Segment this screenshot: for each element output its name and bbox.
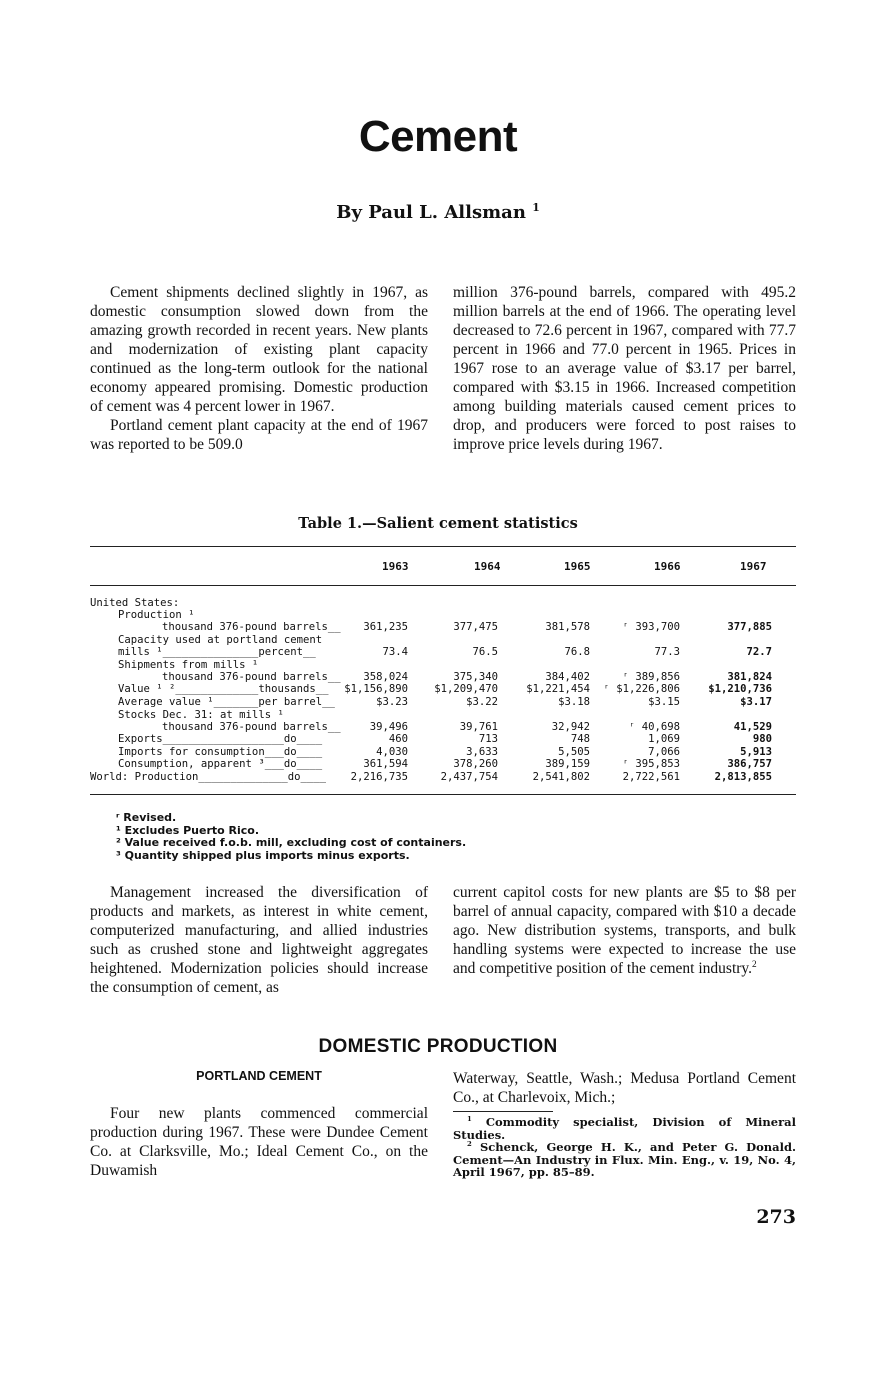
table-note: ¹ Excludes Puerto Rico. (116, 823, 260, 837)
table-header-rule (90, 585, 796, 586)
page-title: Cement (358, 112, 518, 161)
year-header-1963: 1963 (382, 560, 409, 573)
table-cell: 460 (388, 733, 408, 745)
section-heading: DOMESTIC PRODUCTION (318, 1036, 558, 1057)
subsection-heading: PORTLAND CEMENT (196, 1069, 322, 1083)
table-row-label: Stocks Dec. 31: at mills ¹ (118, 709, 284, 721)
table-row (90, 696, 796, 708)
table-cell: $1,209,470 (434, 683, 498, 695)
table-cell: 381,824 (727, 671, 772, 683)
table-cell: ʳ 40,698 (628, 721, 680, 733)
intro-right-column (453, 283, 796, 454)
table-row-label: World: Production______________do____ (90, 771, 326, 783)
middle-left-column (90, 883, 428, 997)
footnote-2: $^2$ Schenck, George H. K., and Peter G. Donald. Cement—An Industry in Flux. Min. Eng., v. 19, No. 4, April 1967, pp. 85–89. (453, 1140, 796, 1179)
table-row (90, 621, 796, 633)
table-cell: $3.22 (466, 696, 498, 708)
table-cell: 72.7 (746, 646, 772, 658)
table-top-rule (90, 546, 796, 547)
table-cell: 386,757 (727, 758, 772, 770)
table-cell: 2,541,802 (532, 771, 590, 783)
table-cell: 378,260 (453, 758, 498, 770)
intro-paragraph-2: Portland cement plant capacity at the end of 1967 was reported to be 509.0 (90, 417, 428, 453)
year-header-1967: 1967 (740, 560, 767, 573)
table-cell: $1,221,454 (526, 683, 590, 695)
table-row (90, 683, 796, 695)
table-row (90, 634, 796, 646)
year-header-1964: 1964 (474, 560, 501, 573)
table-cell: $3.17 (740, 696, 772, 708)
table-bottom-rule (90, 794, 796, 795)
portland-paragraph: Four new plants commenced commercial production during 1967. These were Dundee Cement Co. at Clarksville, Mo.; Ideal Cement Co., on the Duwamish (90, 1105, 428, 1179)
table-cell: 76.5 (472, 646, 498, 658)
portland-paragraph-continued: Waterway, Seattle, Wash.; Medusa Portland Cement Co., at Charlevoix, Mich.; (453, 1070, 796, 1106)
table-cell: 3,633 (466, 746, 498, 758)
table-cell: $1,156,890 (344, 683, 408, 695)
table-cell: 375,340 (453, 671, 498, 683)
table-note: ʳ Revised. (116, 811, 177, 824)
middle-paragraph-continued: current capitol costs for new plants are $5 to $8 per barrel of annual capacity, compared with $10 a decade ago. New distribution systems, transports, and bulk handling systems were expected to increase the use and competitive position of the cement industry.$^2$ (453, 884, 796, 977)
table-row (90, 758, 796, 770)
table-cell: 389,159 (545, 758, 590, 770)
table-row-label: Shipments from mills ¹ (118, 659, 259, 671)
table-cell: 358,024 (363, 671, 408, 683)
table-cell: $3.18 (558, 696, 590, 708)
table-cell: ʳ 389,856 (622, 671, 680, 683)
table-row-label: Production ¹ (118, 609, 195, 621)
table-cell: 1,069 (648, 733, 680, 745)
table-cell: 5,505 (558, 746, 590, 758)
intro-left-column (90, 283, 428, 454)
table-cell: $1,210,736 (708, 683, 772, 695)
footnote-rule (453, 1111, 553, 1112)
byline-text: By Paul L. Allsman (336, 202, 526, 223)
table-row-label: thousand 376-pound barrels__ (162, 721, 341, 733)
table-title: Table 1.—Salient cement statistics (298, 515, 578, 532)
table-notes (116, 812, 466, 862)
table-cell: ʳ 395,853 (622, 758, 680, 770)
table-cell: 73.4 (382, 646, 408, 658)
footnote-1: $^1$ Commodity specialist, Division of Mineral Studies. (453, 1115, 796, 1142)
table-row (90, 709, 796, 721)
table-cell: 7,066 (648, 746, 680, 758)
table-cell: 381,578 (545, 621, 590, 633)
author-byline (0, 202, 876, 223)
table-cell: 2,216,735 (350, 771, 408, 783)
table-cell: 32,942 (551, 721, 590, 733)
table-cell: 2,722,561 (622, 771, 680, 783)
table-cell: 713 (478, 733, 498, 745)
table-note: ³ Quantity shipped plus imports minus exports. (116, 848, 410, 862)
table-cell: 2,813,855 (714, 771, 772, 783)
table-cell: 5,913 (740, 746, 772, 758)
table-cell: 980 (752, 733, 772, 745)
intro-paragraph-2-continued: million 376-pound barrels, compared with 495.2 million barrels at the end of 1966. The operating level decreased to 72.6 percent in 1967, compared with 77.7 percent in 1966 and 77.0 percent in 1965. Prices in 1967 rose to an average value of $3.17 per barrel, compared with $3.15 in 1966. Increased competition among building materials caused cement prices to drop, and producers were forced to post raises to improve price levels during 1967. (453, 284, 796, 453)
footnotes (453, 1116, 796, 1179)
table-row (90, 597, 796, 609)
table-row (90, 671, 796, 683)
portland-right-column (453, 1069, 796, 1107)
table-cell: 377,475 (453, 621, 498, 633)
table-row-label: thousand 376-pound barrels__ (162, 621, 341, 633)
table-row-label: Imports for consumption___do____ (118, 746, 323, 758)
table-row (90, 733, 796, 745)
table-cell: 39,761 (459, 721, 498, 733)
table-row-label: United States: (90, 597, 180, 609)
table-cell: $3.23 (376, 696, 408, 708)
table-cell: 39,496 (369, 721, 408, 733)
table-row-label: Average value ¹_______per barrel__ (118, 696, 335, 708)
table-row-label: thousand 376-pound barrels__ (162, 671, 341, 683)
table-cell: 76.8 (564, 646, 590, 658)
table-cell: 377,885 (727, 621, 772, 633)
table-row (90, 659, 796, 671)
intro-paragraph-1: Cement shipments declined slightly in 1967, as domestic consumption slowed down from the amazing growth recorded in recent years. New plants and modernization of existing plant capacity continued as the long-term outlook for the national economy appeared promising. Domestic production of cement was 4 percent lower in 1967. (90, 284, 428, 415)
table-row (90, 771, 796, 783)
table-row (90, 609, 796, 621)
table-cell: 77.3 (654, 646, 680, 658)
table-cell: 384,402 (545, 671, 590, 683)
year-header-1965: 1965 (564, 560, 591, 573)
table-row-label: Capacity used at portland cement (118, 634, 323, 646)
page-number: 273 (756, 1206, 796, 1228)
middle-paragraph: Management increased the diversification of products and markets, as interest in white cement, computerized manufacturing, and allied industries such as crushed stone and lightweight aggregates heightened. Modernization policies should increase the consumption of cement, as (90, 884, 428, 996)
table-row (90, 721, 796, 733)
footnote-mark: 2 (752, 959, 757, 970)
portland-left-column (90, 1104, 428, 1180)
year-header-1966: 1966 (654, 560, 681, 573)
table-cell: ʳ $1,226,806 (603, 683, 680, 695)
byline-footnote-mark: 1 (532, 201, 540, 214)
middle-right-column (453, 883, 796, 978)
table-row-label: Consumption, apparent ³___do____ (118, 758, 323, 770)
table-row-label: mills ¹_______________percent__ (118, 646, 316, 658)
table-cell: ʳ 393,700 (622, 621, 680, 633)
table-row-label: Exports___________________do____ (118, 733, 323, 745)
table-note: ² Value received f.o.b. mill, excluding cost of containers. (116, 836, 467, 849)
table-cell: 2,437,754 (440, 771, 498, 783)
table-cell: $3.15 (648, 696, 680, 708)
table-row (90, 646, 796, 658)
table-cell: 361,235 (363, 621, 408, 633)
table-row (90, 746, 796, 758)
table-cell: 41,529 (733, 721, 772, 733)
table-cell: 4,030 (376, 746, 408, 758)
table-row-label: Value ¹ ²_____________thousands__ (118, 683, 329, 695)
table-cell: 748 (570, 733, 590, 745)
table-cell: 361,594 (363, 758, 408, 770)
